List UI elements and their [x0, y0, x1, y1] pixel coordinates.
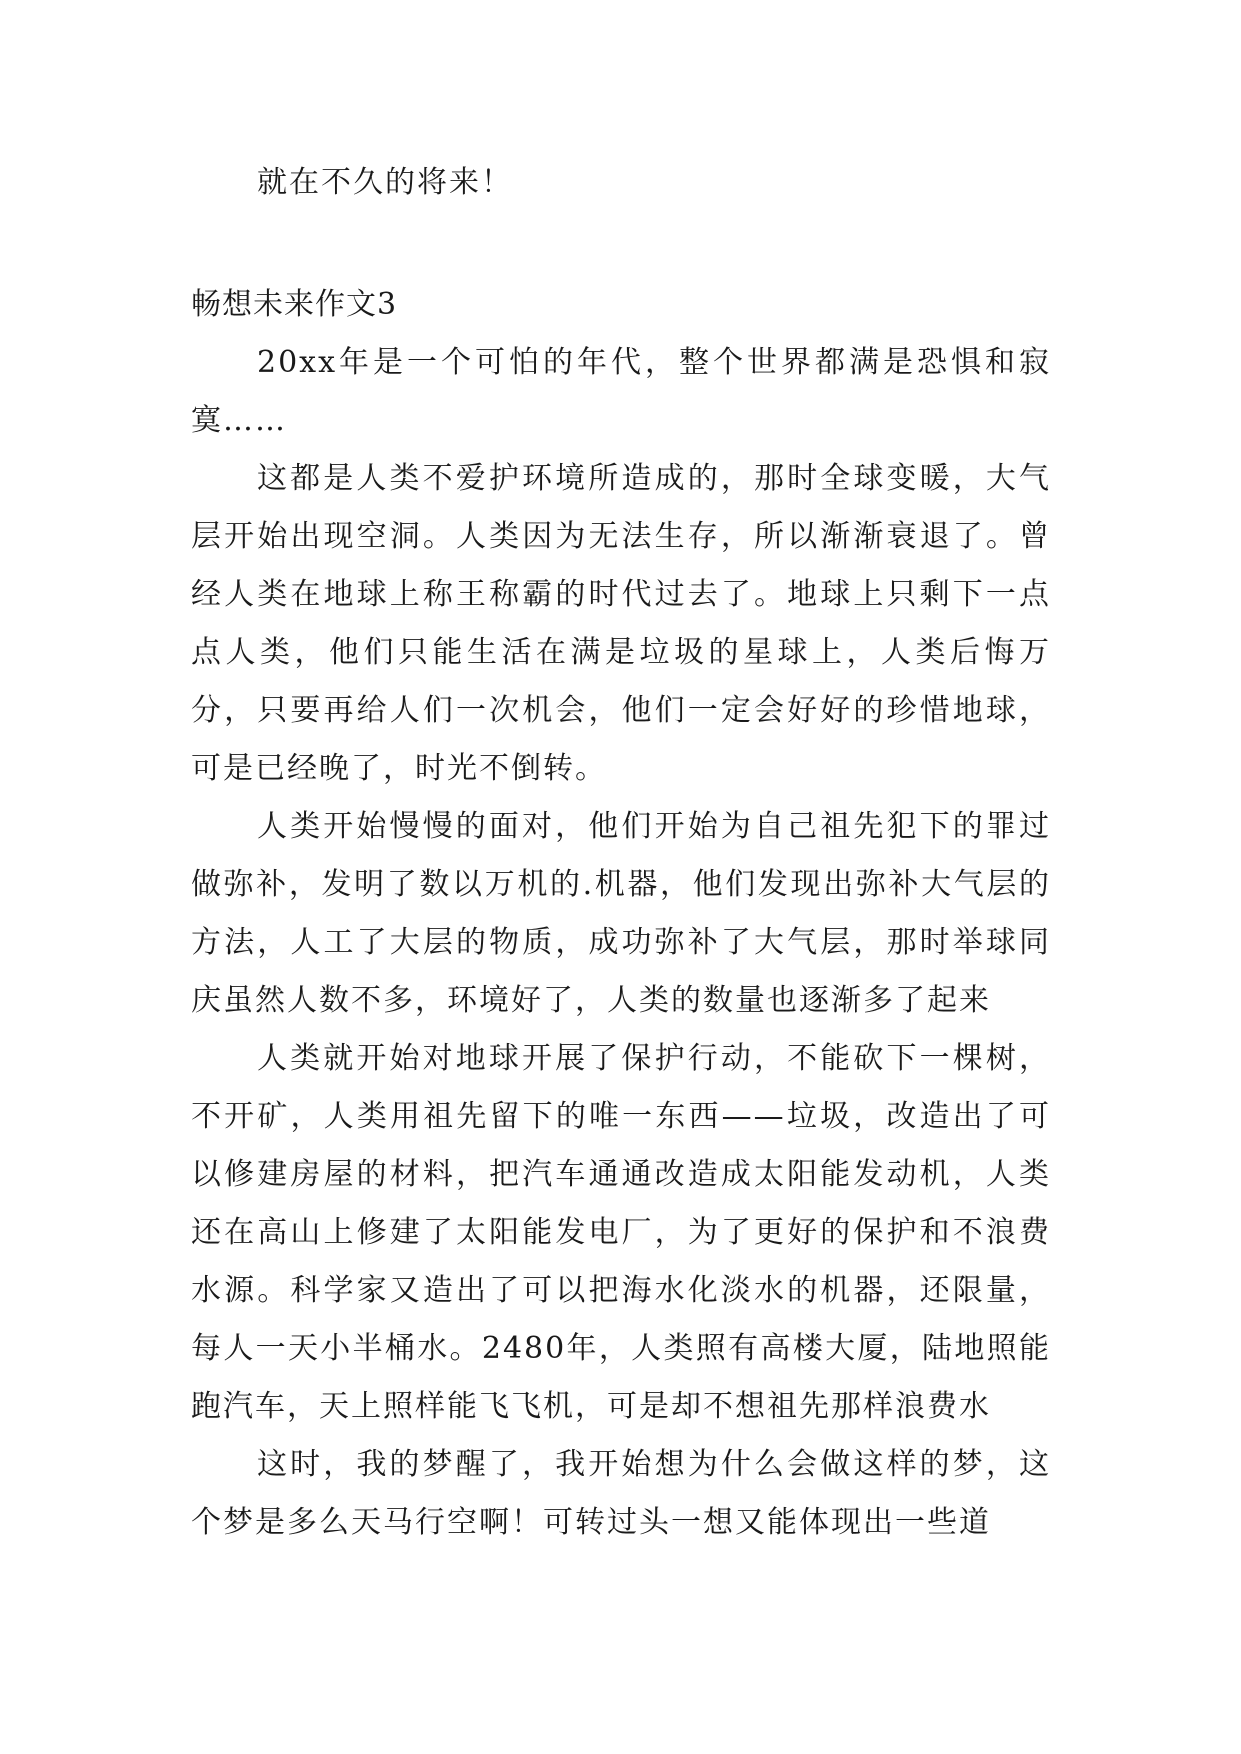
paragraph-2: 这都是人类不爱护环境所造成的，那时全球变暖，大气层开始出现空洞。人类因为无法生存，所以渐渐衰退了。曾经人类在地球上称王称霸的时代过去了。地球上只剩下一点点人类，他们只能生活在满是垃圾的星球上，人类后悔万分，只要再给人们一次机会，他们一定会好好的珍惜地球，可是已经晚了，时光不倒转。 — [191, 461, 1051, 786]
paragraph-spacer — [191, 212, 1051, 276]
essay-title: 畅想未来作文3 — [191, 287, 398, 322]
paragraph-4: 人类就开始对地球开展了保护行动，不能砍下一棵树，不开矿，人类用祖先留下的唯一东西——垃圾，改造出了可以修建房屋的材料，把汽车通通改造成太阳能发动机，人类还在高山上修建了太阳能发电厂，为了更好的保护和不浪费水源。科学家又造出了可以把海水化淡水的机器，还限量，每人一天小半桶水。2480年，人类照有高楼大厦，陆地照能跑汽车，天上照样能飞飞机，可是却不想祖先那样浪费水 — [191, 1041, 1051, 1424]
paragraph-closing-line: 就在不久的将来！ — [257, 165, 513, 200]
paragraph-1: 20xx年是一个可怕的年代，整个世界都满是恐惧和寂寞…… — [191, 345, 1051, 438]
paragraph-5: 这时，我的梦醒了，我开始想为什么会做这样的梦，这个梦是多么天马行空啊！可转过头一想又能体现出一些道 — [191, 1447, 1051, 1540]
document-body — [191, 154, 1051, 1552]
paragraph-3: 人类开始慢慢的面对，他们开始为自己祖先犯下的罪过做弥补，发明了数以万机的.机器，他们发现出弥补大气层的方法，人工了大层的物质，成功弥补了大气层，那时举球同庆虽然人数不多，环境好了，人类的数量也逐渐多了起来 — [191, 809, 1051, 1018]
